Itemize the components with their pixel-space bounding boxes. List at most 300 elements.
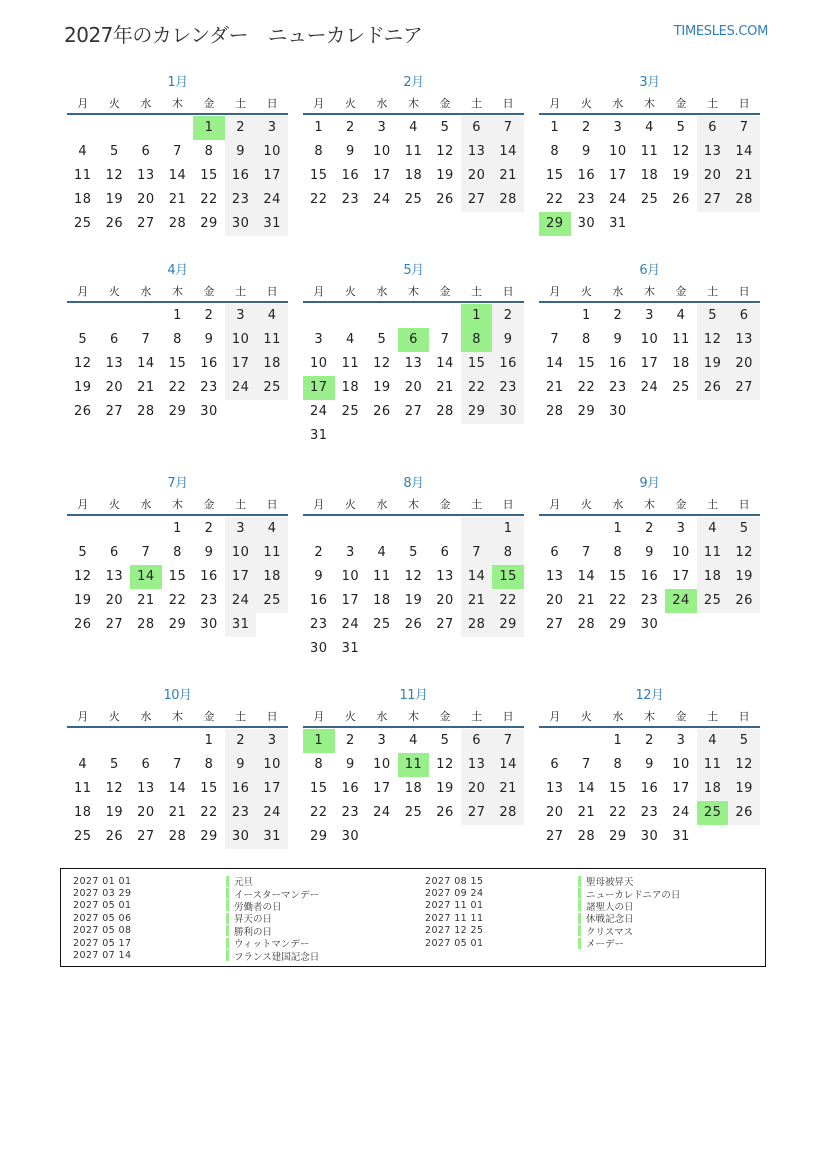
week-row: [67, 801, 288, 825]
weekday-label: 月: [313, 97, 325, 110]
day-cell: 26: [105, 829, 124, 844]
day-cell: 24: [310, 404, 328, 419]
day-cell: 30: [341, 829, 360, 844]
weekday-label: 金: [439, 710, 451, 723]
day-cell: 15: [310, 781, 328, 796]
week-row: [539, 304, 760, 328]
day-cell: 25: [404, 192, 423, 207]
day-cell: 9: [645, 545, 654, 560]
day-cell: 7: [492, 729, 524, 753]
day-cell: 16: [341, 781, 360, 796]
day-cell: 20: [461, 777, 493, 801]
day-cell: 8: [581, 332, 591, 347]
holiday-date: 2027 05 06: [73, 912, 132, 924]
day-cell: 10: [310, 356, 328, 371]
week-row: [539, 541, 760, 565]
day-cell: 21: [546, 380, 564, 395]
week-row: [67, 188, 288, 212]
week-row: [303, 164, 524, 188]
week-row: [67, 304, 288, 328]
day-cell: 10: [640, 332, 659, 347]
empty-cell: [429, 304, 461, 328]
holiday-marker: [226, 950, 229, 961]
day-cell: 14: [577, 569, 596, 584]
month-calendar: [303, 260, 524, 448]
empty-cell: [398, 637, 430, 661]
day-cell: 9: [225, 140, 257, 164]
day-cell: 18: [697, 565, 729, 589]
day-cell: 27: [461, 801, 493, 825]
week-row: [67, 729, 288, 753]
day-cell: 30: [640, 829, 659, 844]
week-row: [303, 541, 524, 565]
weekday-label: 金: [675, 97, 687, 110]
week-row: [67, 825, 288, 849]
day-cell: 15: [609, 569, 627, 584]
week-row: [539, 164, 760, 188]
day-cell: 13: [105, 569, 124, 584]
holiday-list-column-1: [73, 875, 319, 962]
day-cell: 6: [461, 729, 493, 753]
week-row: [303, 565, 524, 589]
empty-cell: [429, 517, 461, 541]
empty-cell: [492, 825, 524, 849]
week-row: [303, 424, 524, 448]
week-row: [303, 304, 524, 328]
day-cell: 1: [173, 308, 182, 323]
day-cell: 10: [225, 328, 257, 352]
weekday-label: 水: [612, 285, 624, 298]
day-cell: 21: [492, 164, 524, 188]
holiday-list-item: [73, 949, 319, 961]
holiday-marker: [226, 888, 229, 899]
day-cell: 10: [256, 753, 288, 777]
day-cell: 8: [492, 541, 524, 565]
day-cell: 19: [105, 192, 124, 207]
holiday-name: クリスマス: [586, 926, 634, 938]
day-cell: 15: [609, 781, 627, 796]
holiday-marker: [226, 925, 229, 936]
day-cell: 11: [697, 541, 729, 565]
holiday-date: 2027 05 01: [73, 900, 132, 912]
empty-cell: [665, 212, 697, 236]
day-cell: 10: [225, 541, 257, 565]
weekday-label: 月: [77, 498, 89, 511]
day-cell: 10: [672, 545, 690, 560]
day-cell: 24: [225, 589, 257, 613]
month-calendar: [303, 72, 524, 212]
day-cell: 17: [256, 164, 288, 188]
day-cell: 21: [137, 593, 155, 608]
holiday-date: 2027 11 11: [425, 912, 484, 924]
day-cell: 20: [546, 805, 564, 820]
day-cell: 12: [74, 356, 92, 371]
day-cell: 2: [204, 308, 214, 323]
weekday-label: 日: [266, 710, 278, 723]
day-cell: 3: [645, 308, 654, 323]
day-cell: 30: [492, 400, 524, 424]
day-cell: 11: [256, 328, 288, 352]
holiday-marker: [578, 900, 581, 911]
week-row: [539, 212, 760, 236]
day-cell: 12: [373, 356, 391, 371]
day-cell: 4: [676, 308, 686, 323]
weekday-label: 月: [313, 285, 325, 298]
day-cell: 26: [74, 617, 92, 632]
empty-cell: [99, 517, 131, 541]
day-cell: 25: [341, 404, 360, 419]
day-cell: 13: [697, 140, 729, 164]
week-row: [303, 729, 524, 753]
week-row: [67, 212, 288, 236]
day-cell: 25: [697, 589, 729, 613]
day-cell: 21: [577, 593, 596, 608]
day-cell: 2: [581, 120, 591, 135]
weekday-label: 月: [77, 97, 89, 110]
week-row: [539, 777, 760, 801]
weekday-label: 月: [313, 498, 325, 511]
holiday-list-item: [425, 937, 680, 949]
day-cell: 11: [341, 356, 360, 371]
empty-cell: [429, 637, 461, 661]
day-cell: 13: [404, 356, 423, 371]
week-row: [539, 565, 760, 589]
day-cell: 30: [640, 617, 659, 632]
holiday-list-item: [73, 900, 319, 912]
day-cell: 4: [645, 120, 654, 135]
week-row: [67, 140, 288, 164]
day-cell: 14: [168, 168, 187, 183]
day-cell: 18: [404, 781, 423, 796]
holiday-list-item: [425, 875, 680, 887]
day-cell: 24: [341, 617, 360, 632]
day-cell: 28: [461, 613, 493, 637]
day-cell: 11: [640, 144, 659, 159]
empty-cell: [634, 212, 666, 236]
day-cell: 24: [373, 805, 391, 820]
empty-cell: [429, 424, 461, 448]
weekday-label: 木: [407, 498, 419, 511]
month-calendar: [539, 260, 760, 424]
day-cell: 14: [168, 781, 187, 796]
day-cell: 11: [256, 541, 288, 565]
empty-cell: [665, 400, 697, 424]
day-cell: 25: [404, 805, 423, 820]
day-cell: 19: [436, 168, 454, 183]
day-cell: 9: [581, 144, 591, 159]
day-cell: 23: [640, 593, 659, 608]
weekday-label: 木: [643, 710, 655, 723]
day-cell: 8: [204, 144, 214, 159]
day-cell: 18: [672, 356, 690, 371]
holiday-name: イースターマンデー: [234, 889, 320, 901]
weekday-label: 土: [235, 710, 247, 723]
day-cell: 11: [404, 144, 423, 159]
day-cell: 19: [728, 777, 760, 801]
day-cell: 10: [672, 757, 690, 772]
day-cell: 8: [173, 332, 182, 347]
day-cell: 8: [204, 757, 214, 772]
week-row: [539, 116, 760, 140]
empty-cell: [728, 212, 760, 236]
empty-cell: [335, 304, 367, 328]
day-cell: 18: [640, 168, 659, 183]
empty-cell: [539, 729, 571, 753]
day-cell: 6: [697, 116, 729, 140]
empty-cell: [461, 517, 493, 541]
day-cell: 23: [200, 380, 218, 395]
weekday-label: 火: [108, 710, 120, 723]
day-cell: 2: [345, 733, 355, 748]
holiday-marker: [578, 888, 581, 899]
holiday-day-cell: 15: [492, 565, 524, 589]
day-cell: 16: [609, 356, 627, 371]
month-calendar: [67, 260, 288, 424]
holiday-list-item: [73, 937, 319, 949]
weekday-label: 火: [344, 285, 356, 298]
empty-cell: [99, 729, 131, 753]
empty-cell: [67, 517, 99, 541]
day-cell: 28: [137, 617, 155, 632]
day-cell: 20: [137, 805, 155, 820]
week-row: [303, 517, 524, 541]
month-title: 9月: [639, 476, 660, 491]
weekday-header: [67, 94, 288, 115]
month-title: 11月: [399, 688, 428, 703]
weekday-label: 水: [140, 498, 152, 511]
day-cell: 28: [168, 216, 187, 231]
week-row: [303, 140, 524, 164]
empty-cell: [697, 212, 729, 236]
day-cell: 28: [546, 404, 564, 419]
day-cell: 19: [105, 805, 124, 820]
weekday-label: 月: [77, 710, 89, 723]
day-cell: 31: [609, 216, 627, 231]
weekday-label: 火: [344, 97, 356, 110]
day-cell: 1: [550, 120, 560, 135]
empty-cell: [697, 613, 729, 637]
day-cell: 17: [341, 593, 360, 608]
day-cell: 17: [225, 565, 257, 589]
weekday-label: 金: [675, 710, 687, 723]
holiday-date: 2027 08 15: [425, 875, 484, 887]
day-cell: 19: [436, 781, 454, 796]
day-cell: 17: [640, 356, 659, 371]
day-cell: 26: [373, 404, 391, 419]
day-cell: 23: [577, 192, 596, 207]
day-cell: 29: [200, 829, 218, 844]
day-cell: 21: [168, 805, 187, 820]
week-row: [67, 613, 288, 637]
day-cell: 4: [78, 144, 88, 159]
weekday-header: [539, 707, 760, 728]
empty-cell: [366, 424, 398, 448]
month-calendar: [67, 685, 288, 849]
day-cell: 24: [609, 192, 627, 207]
day-cell: 17: [373, 168, 391, 183]
day-cell: 6: [109, 545, 119, 560]
week-row: [303, 753, 524, 777]
weekday-label: 土: [471, 710, 483, 723]
weekday-label: 土: [471, 498, 483, 511]
day-cell: 22: [609, 805, 627, 820]
day-cell: 9: [204, 545, 214, 560]
day-cell: 31: [225, 613, 257, 637]
day-cell: 24: [225, 376, 257, 400]
holiday-marker: [578, 938, 581, 949]
day-cell: 13: [105, 356, 124, 371]
week-row: [539, 825, 760, 849]
day-cell: 31: [256, 825, 288, 849]
week-row: [303, 613, 524, 637]
weekday-label: 金: [203, 498, 215, 511]
weekday-label: 金: [675, 285, 687, 298]
day-cell: 31: [341, 641, 360, 656]
holiday-list-item: [425, 925, 680, 937]
weekday-header: [67, 495, 288, 516]
day-cell: 15: [546, 168, 564, 183]
empty-cell: [398, 424, 430, 448]
holiday-marker: [226, 900, 229, 911]
week-row: [303, 400, 524, 424]
empty-cell: [398, 304, 430, 328]
day-cell: 17: [609, 168, 627, 183]
day-cell: 29: [609, 829, 627, 844]
day-cell: 4: [409, 120, 418, 135]
day-cell: 20: [137, 192, 155, 207]
holiday-name: メーデー: [586, 939, 625, 951]
holiday-name: 労働者の日: [234, 901, 282, 913]
holiday-name: ニューカレドニアの日: [586, 889, 681, 901]
holiday-marker: [226, 876, 229, 887]
weekday-label: 土: [235, 285, 247, 298]
weekday-label: 月: [549, 285, 561, 298]
day-cell: 29: [609, 617, 627, 632]
month-title: 3月: [639, 75, 660, 90]
day-cell: 3: [225, 517, 257, 541]
day-cell: 16: [200, 356, 218, 371]
empty-cell: [366, 304, 398, 328]
day-cell: 16: [225, 164, 257, 188]
day-cell: 29: [310, 829, 328, 844]
holiday-list-column-2: [425, 875, 680, 949]
week-row: [539, 376, 760, 400]
day-cell: 11: [74, 168, 92, 183]
day-cell: 13: [137, 168, 155, 183]
day-cell: 4: [697, 517, 729, 541]
week-row: [67, 352, 288, 376]
week-row: [67, 328, 288, 352]
brand-link[interactable]: TIMESLES.COM: [673, 24, 768, 39]
day-cell: 10: [373, 144, 391, 159]
week-row: [539, 517, 760, 541]
day-cell: 29: [168, 617, 187, 632]
empty-cell: [303, 304, 335, 328]
day-cell: 27: [404, 404, 423, 419]
day-cell: 29: [200, 216, 218, 231]
day-cell: 29: [168, 404, 187, 419]
week-row: [67, 541, 288, 565]
day-cell: 1: [314, 120, 324, 135]
month-calendar: [539, 685, 760, 849]
day-cell: 15: [461, 352, 493, 376]
day-cell: 6: [141, 144, 151, 159]
day-cell: 27: [697, 188, 729, 212]
day-cell: 5: [697, 304, 729, 328]
month-title: 5月: [403, 263, 424, 278]
weekday-label: 火: [580, 498, 592, 511]
weekday-label: 火: [108, 285, 120, 298]
weekday-label: 水: [140, 710, 152, 723]
week-row: [539, 400, 760, 424]
day-cell: 2: [645, 733, 654, 748]
day-cell: 5: [109, 757, 119, 772]
holiday-list-item: [425, 887, 680, 899]
holiday-name: 聖母被昇天: [586, 877, 634, 889]
day-cell: 15: [310, 168, 328, 183]
day-cell: 26: [436, 805, 454, 820]
day-cell: 9: [345, 757, 355, 772]
day-cell: 30: [200, 404, 218, 419]
holiday-name: 休戦記念日: [586, 914, 634, 926]
day-cell: 17: [256, 777, 288, 801]
empty-cell: [162, 729, 194, 753]
weekday-label: 金: [203, 710, 215, 723]
day-cell: 7: [581, 757, 591, 772]
day-cell: 24: [672, 805, 690, 820]
day-cell: 4: [377, 545, 387, 560]
day-cell: 10: [609, 144, 627, 159]
weekday-label: 木: [643, 97, 655, 110]
weekday-label: 日: [266, 498, 278, 511]
holiday-date: 2027 03 29: [73, 888, 132, 900]
empty-cell: [571, 729, 603, 753]
day-cell: 18: [256, 565, 288, 589]
day-cell: 18: [74, 805, 92, 820]
week-row: [539, 729, 760, 753]
day-cell: 20: [546, 593, 564, 608]
month-title: 10月: [163, 688, 192, 703]
day-cell: 18: [697, 777, 729, 801]
day-cell: 3: [377, 120, 387, 135]
empty-cell: [492, 637, 524, 661]
day-cell: 2: [645, 521, 654, 536]
weekday-label: 水: [140, 97, 152, 110]
day-cell: 25: [256, 376, 288, 400]
day-cell: 14: [461, 565, 493, 589]
holiday-list-item: [425, 912, 680, 924]
day-cell: 28: [577, 829, 596, 844]
day-cell: 16: [225, 777, 257, 801]
day-cell: 12: [105, 168, 124, 183]
empty-cell: [130, 729, 162, 753]
day-cell: 20: [461, 164, 493, 188]
empty-cell: [130, 304, 162, 328]
day-cell: 20: [105, 593, 124, 608]
day-cell: 7: [461, 541, 493, 565]
day-cell: 22: [310, 192, 328, 207]
holiday-date: 2027 05 17: [73, 937, 132, 949]
day-cell: 5: [440, 733, 450, 748]
weekday-header: [539, 94, 760, 115]
day-cell: 18: [404, 168, 423, 183]
weekday-label: 金: [439, 285, 451, 298]
day-cell: 21: [137, 380, 155, 395]
holiday-list-item: [73, 912, 319, 924]
day-cell: 21: [728, 164, 760, 188]
day-cell: 7: [173, 144, 182, 159]
weekday-label: 金: [675, 498, 687, 511]
